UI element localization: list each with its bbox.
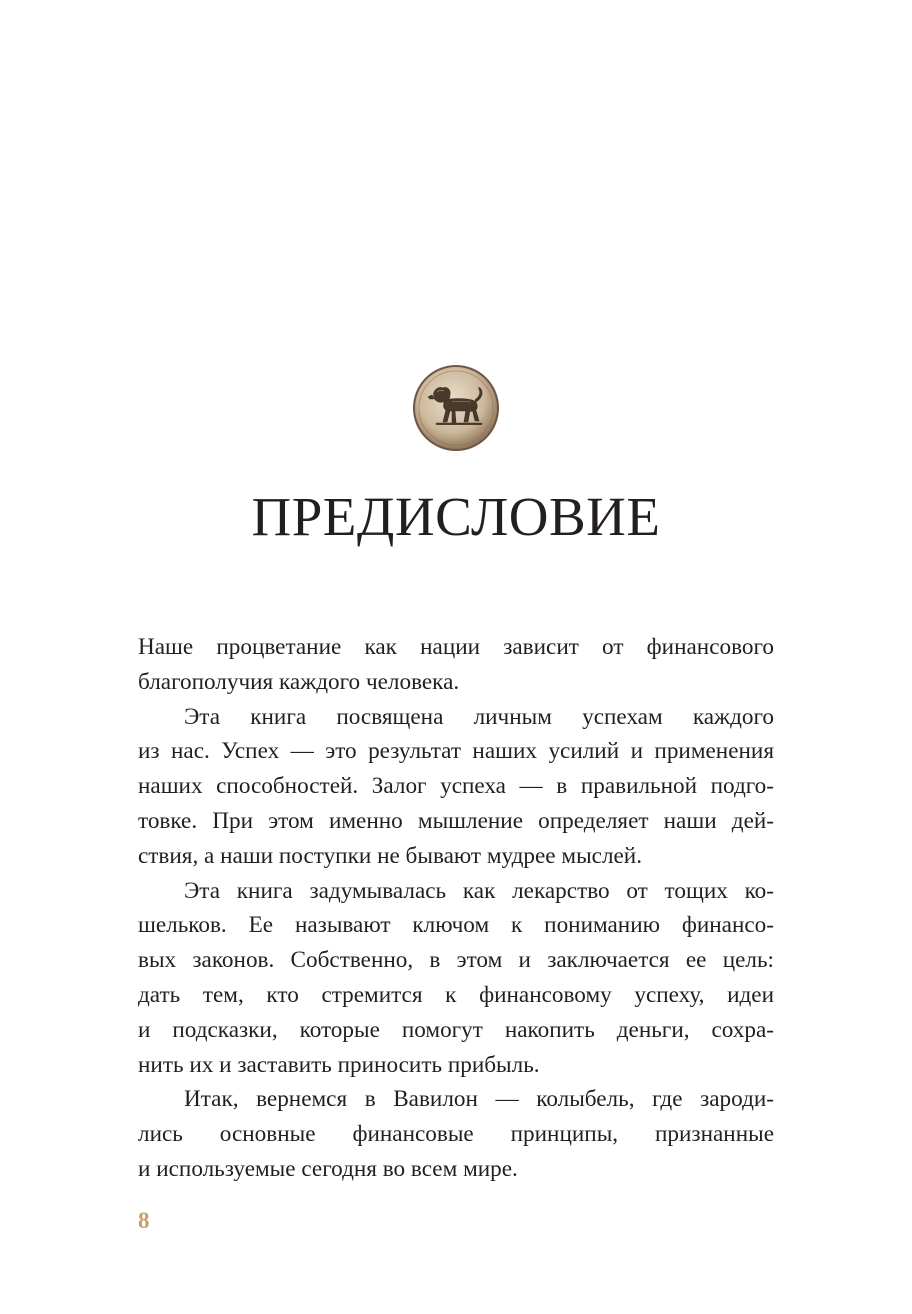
text-line: дать тем, кто стремится к финансовому успеху, идеи [138, 981, 774, 1008]
text-line: и подсказки, которые помогут накопить деньги, сохра- [138, 1016, 774, 1043]
text-line: лись основные финансовые принципы, признанные [138, 1121, 774, 1148]
text-line: ствия, а наши поступки не бывают мудрее мыслей. [138, 842, 643, 869]
page-number: 8 [138, 1208, 150, 1233]
lion-medallion-icon [412, 364, 500, 452]
chapter-title: ПРЕДИСЛОВИЕ [251, 486, 661, 547]
text-line: Наше процветание как нации зависит от финансового [138, 634, 774, 660]
text-line: благополучия каждого человека. [138, 668, 460, 695]
text-line: вых законов. Собственно, в этом и заключается ее цель: [138, 947, 774, 974]
text-line: Эта книга посвящена личным успехам каждого [184, 703, 774, 730]
text-line: и используемые сегодня во всем мире. [138, 1155, 518, 1182]
text-line: наших способностей. Залог успеха — в правильной подго- [138, 773, 774, 800]
text-line: нить их и заставить приносить прибыль. [138, 1051, 540, 1078]
text-line: Итак, вернемся в Вавилон — колыбель, где зароди- [184, 1086, 774, 1113]
text-line: шельков. Ее называют ключом к пониманию финансо- [138, 912, 774, 939]
preface-body [138, 630, 774, 1187]
text-line: Эта книга задумывалась как лекарство от тощих ко- [184, 877, 774, 904]
text-line: из нас. Успех — это результат наших усилий и применения [138, 738, 774, 765]
text-line: товке. При этом именно мышление определяет наши дей- [138, 807, 774, 834]
